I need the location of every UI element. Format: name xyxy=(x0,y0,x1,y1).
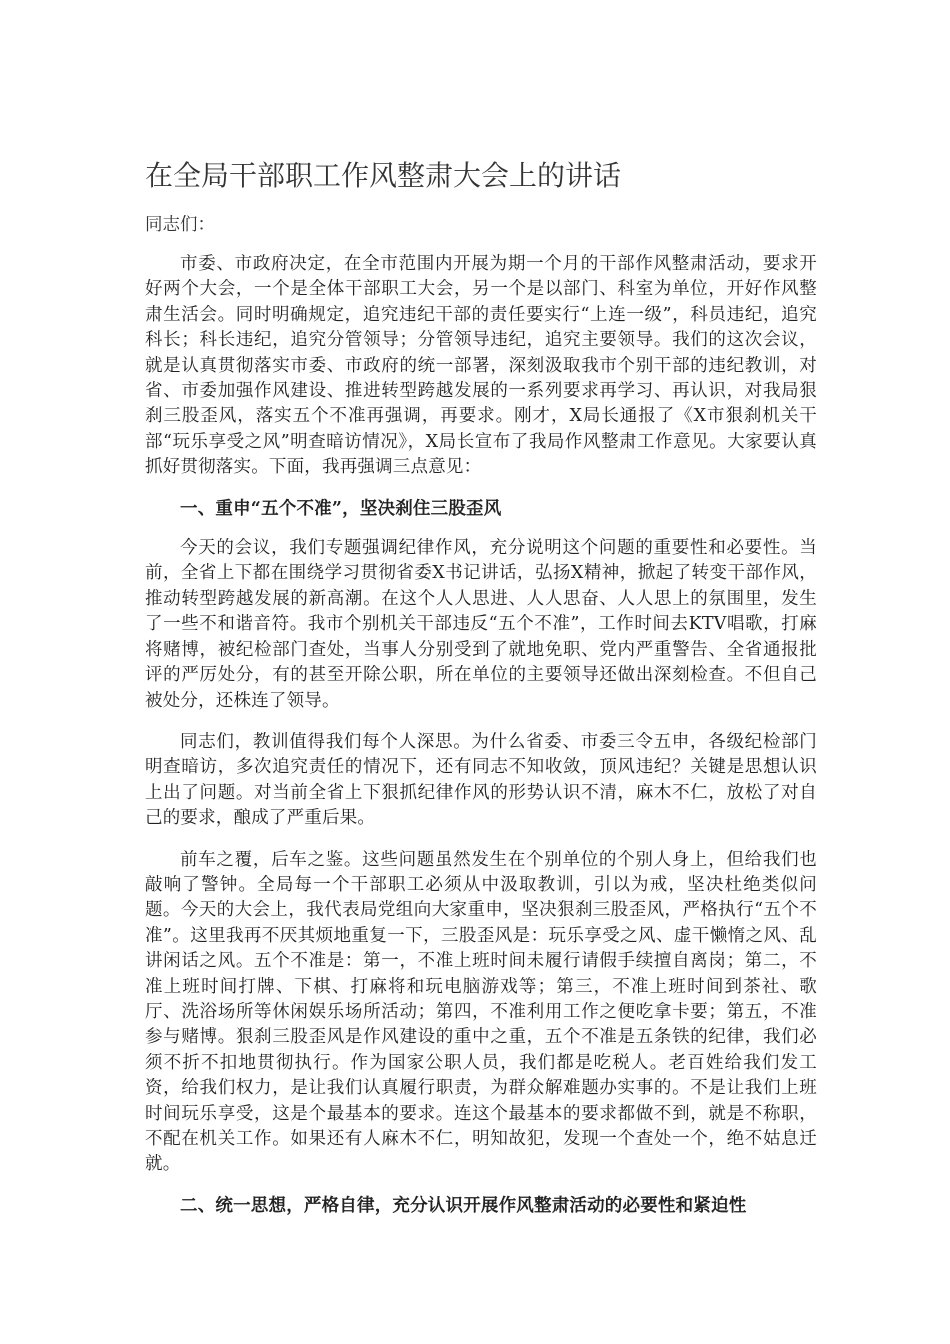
paragraph-section1-3: 前车之覆，后车之鉴。这些问题虽然发生在个别单位的个别人身上，但给我们也敲响了警钟。全局每一个干部职工必须从中汲取教训，引以为戒，坚决杜绝类似问题。今天的大会上，我代表局党组向大家重申，坚决狠刹三股歪风，严格执行“五个不准”。这里我再不厌其烦地重复一下，三股歪风是：玩乐享受之风、虚干懒惰之风、乱讲闲话之风。五个不准是：第一，不准上班时间未履行请假手续擅自离岗；第二，不准上班时间打牌、下棋、打麻将和玩电脑游戏等；第三，不准上班时间到茶社、歌厅、洗浴场所等休闲娱乐场所活动；第四，不准利用工作之便吃拿卡要；第五，不准参与赌博。狠刹三股歪风是作风建设的重中之重，五个不准是五条铁的纪律，我们必须不折不扣地贯彻执行。作为国家公职人员，我们都是吃税人。老百姓给我们发工资，给我们权力，是让我们认真履行职责，为群众解难题办实事的。不是让我们上班时间玩乐享受，这是个最基本的要求。连这个最基本的要求都做不到，就是不称职，不配在机关工作。如果还有人麻木不仁，明知故犯，发现一个查处一个，绝不姑息迁就。 xyxy=(145,849,817,1175)
paragraph-intro: 市委、市政府决定，在全市范围内开展为期一个月的干部作风整肃活动，要求开好两个大会，一个是全体干部职工大会，另一个是以部门、科室为单位，开好作风整肃生活会。同时明确规定，追究违纪干部的责任要实行“上连一级”，科员违纪，追究科长；科长违纪，追究分管领导；分管领导违纪，追究主要领导。我们的这次会议，就是认真贯彻落实市委、市政府的统一部署，深刻汲取我市个别干部的违纪教训，对省、市委加强作风建设、推进转型跨越发展的一系列要求再学习、再认识，对我局狠刹三股歪风，落实五个不准再强调，再要求。刚才，X局长通报了《X市狠刹机关干部“玩乐享受之风”明查暗访情况》，X局长宣布了我局作风整肃工作意见。大家要认真抓好贯彻落实。下面，我再强调三点意见： xyxy=(145,254,817,478)
document-body xyxy=(145,252,817,1233)
paragraph-section1-1: 今天的会议，我们专题强调纪律作风，充分说明这个问题的重要性和必要性。当前，全省上下都在围绕学习贯彻省委X书记讲话，弘扬X精神，掀起了转变干部作风，推动转型跨越发展的新高潮。在这个人人思进、人人思奋、人人思上的氛围里，发生了一些不和谐音符。我市个别机关干部违反“五个不准”，工作时间去KTV唱歌，打麻将赌博，被纪检部门查处，当事人分别受到了就地免职、党内严重警告、全省通报批评的严厉处分，有的甚至开除公职，所在单位的主要领导还做出深刻检查。不但自己被处分，还株连了领导。 xyxy=(145,538,817,711)
paragraph-section1-2: 同志们，教训值得我们每个人深思。为什么省委、市委三令五申，各级纪检部门明查暗访，多次追究责任的情况下，还有同志不知收敛，顶风违纪？关键是思想认识上出了问题。对当前全省上下狠抓纪律作风的形势认识不清，麻木不仁，放松了对自己的要求，酿成了严重后果。 xyxy=(145,731,817,829)
section-heading-1: 一、重申“五个不准”，坚决刹住三股歪风 xyxy=(180,498,502,519)
document-title: 在全局干部职工作风整肃大会上的讲话 xyxy=(145,159,622,192)
salutation: 同志们： xyxy=(145,215,215,235)
section-heading-2: 二、统一思想，严格自律，充分认识开展作风整肃活动的必要性和紧迫性 xyxy=(180,1195,747,1216)
